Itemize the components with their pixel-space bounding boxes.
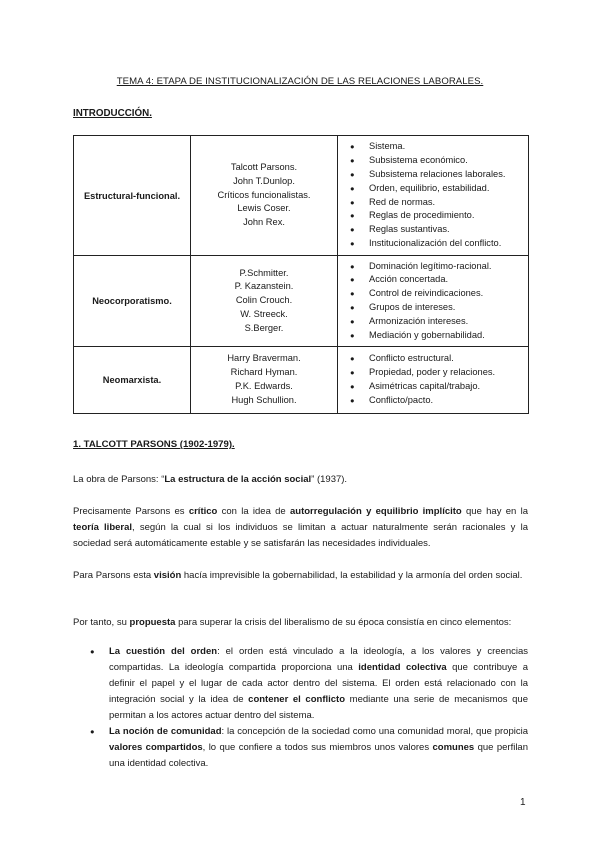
emphasis: crítico	[188, 506, 218, 517]
emphasis: visión	[153, 570, 182, 581]
paragraph-vision	[73, 568, 528, 584]
table-cell-category: Estructural-funcional.	[74, 136, 191, 256]
text-run: que hay en la	[461, 506, 528, 517]
text-run: Por tanto, su	[73, 617, 130, 628]
concept-item: ● Propiedad, poder y relaciones.	[350, 366, 528, 380]
table-cell-category: Neocorporatismo.	[74, 256, 191, 347]
emphasis: comunes	[432, 742, 475, 753]
table-cell-concepts	[338, 256, 529, 347]
author-name: Críticos funcionalistas.	[217, 189, 311, 200]
text-run: Para Parsons esta	[73, 570, 154, 581]
concept-item: ● Armonización intereses.	[350, 315, 528, 329]
table-cell-authors	[191, 347, 338, 414]
text-run: : el orden está vinculado a la ideología, a los valores y creencias compartidas. La ideología compartida proporciona una	[109, 646, 528, 673]
text-run: para superar la crisis del liberalismo de su época consistía en cinco elementos:	[175, 617, 512, 628]
text-run: ” (1937).	[311, 474, 348, 485]
author-name: P.Schmitter.	[239, 267, 289, 278]
author-name: Hugh Schullion.	[231, 394, 297, 405]
concept-item: ● Subsistema relaciones laborales.	[350, 168, 528, 182]
table-cell-authors	[191, 136, 338, 256]
text-run: Precisamente Parsons es	[73, 506, 189, 517]
table-cell-authors	[191, 256, 338, 347]
author-name: P. Kazanstein.	[234, 281, 294, 292]
elements-list	[73, 644, 528, 772]
intro-heading: INTRODUCCIÓN.	[73, 108, 152, 119]
emphasis: contener el conflicto	[248, 694, 346, 705]
author-name: John T.Dunlop.	[233, 175, 295, 186]
emphasis: identidad colectiva	[358, 662, 447, 673]
paragraph-critique	[73, 504, 528, 552]
emphasis: valores compartidos	[109, 742, 203, 753]
concept-item: ● Conflicto estructural.	[350, 352, 528, 366]
table-cell-concepts	[338, 136, 529, 256]
concept-item: ● Subsistema económico.	[350, 154, 528, 168]
author-name: Harry Braverman.	[227, 353, 301, 364]
text-run: , lo que confiere a todos sus miembros unos valores	[202, 742, 433, 753]
concept-item: ● Orden, equilibrio, estabilidad.	[350, 182, 528, 196]
paragraph-proposal	[73, 615, 528, 631]
emphasis: autorregulación y equilibrio implícito	[290, 506, 462, 517]
author-name: P.K. Edwards.	[235, 381, 293, 391]
concept-item: ● Reglas de procedimiento.	[350, 209, 528, 223]
concept-item: ● Mediación y gobernabilidad.	[350, 329, 528, 343]
text-run: , según la cual si los individuos se limitan a actuar naturalmente serán racionales y la sociedad será automáticamente estable y se satisfarán las necesidades individuales.	[73, 522, 528, 549]
section-heading: 1. TALCOTT PARSONS (1902-1979).	[73, 439, 235, 450]
text-run: con la idea de	[217, 506, 290, 517]
concept-item: ● Red de normas.	[350, 196, 528, 210]
emphasis: La cuestión del orden	[109, 646, 218, 657]
author-name: John Rex.	[243, 217, 285, 228]
list-item	[73, 724, 528, 772]
concept-item: ● Control de reivindicaciones.	[350, 287, 528, 301]
table-cell-concepts	[338, 347, 529, 414]
text-run: mediante una serie de mecanismos que permitan a los actores actuar dentro del sistema.	[109, 694, 529, 721]
text-run: La obra de Parsons: “	[73, 474, 165, 485]
emphasis: teoría liberal	[73, 522, 133, 533]
text-run: que contribuye a definir el papel y el lugar de cada actor dentro del sistema. El orden está relacionado con la integración social y la idea de	[109, 662, 528, 705]
author-name: S.Berger.	[244, 322, 284, 333]
table-row	[74, 256, 529, 347]
emphasis: propuesta	[129, 617, 176, 628]
concept-item: ● Conflicto/pacto.	[350, 394, 528, 408]
concept-item: ● Asimétricas capital/trabajo.	[350, 380, 528, 394]
emphasis: La noción de comunidad	[109, 726, 222, 737]
concept-item: ● Grupos de intereses.	[350, 301, 528, 315]
author-name: Richard Hyman.	[230, 367, 298, 378]
page-number: 1	[520, 797, 526, 808]
author-name: Lewis Coser.	[237, 203, 291, 214]
text-run: : la concepción de la sociedad como una comunidad moral, que propicia	[221, 726, 529, 737]
book-title: La estructura de la acción social	[164, 474, 312, 485]
table-row	[74, 136, 529, 256]
author-name: W. Streeck.	[240, 308, 288, 319]
concept-item: ● Institucionalización del conflicto.	[350, 237, 528, 251]
table-cell-category: Neomarxista.	[74, 347, 191, 414]
paragraph-work	[73, 472, 528, 488]
table-row	[74, 347, 529, 414]
concept-item: ● Sistema.	[350, 140, 528, 154]
text-run: que perfilan una identidad colectiva.	[109, 742, 528, 769]
concept-item: ● Acción concertada.	[350, 273, 528, 287]
text-run: hacía imprevisible la gobernabilidad, la estabilidad y la armonía del orden social.	[181, 570, 523, 581]
theories-table	[73, 135, 529, 414]
concept-item: ● Dominación legítimo-racional.	[350, 260, 528, 274]
author-name: Colin Crouch.	[235, 295, 293, 306]
author-name: Talcott Parsons.	[230, 162, 298, 172]
list-item	[73, 644, 528, 724]
document-title: TEMA 4: ETAPA DE INSTITUCIONALIZACIÓN DE LAS RELACIONES LABORALES.	[116, 76, 484, 87]
concept-item: ● Reglas sustantivas.	[350, 223, 528, 237]
